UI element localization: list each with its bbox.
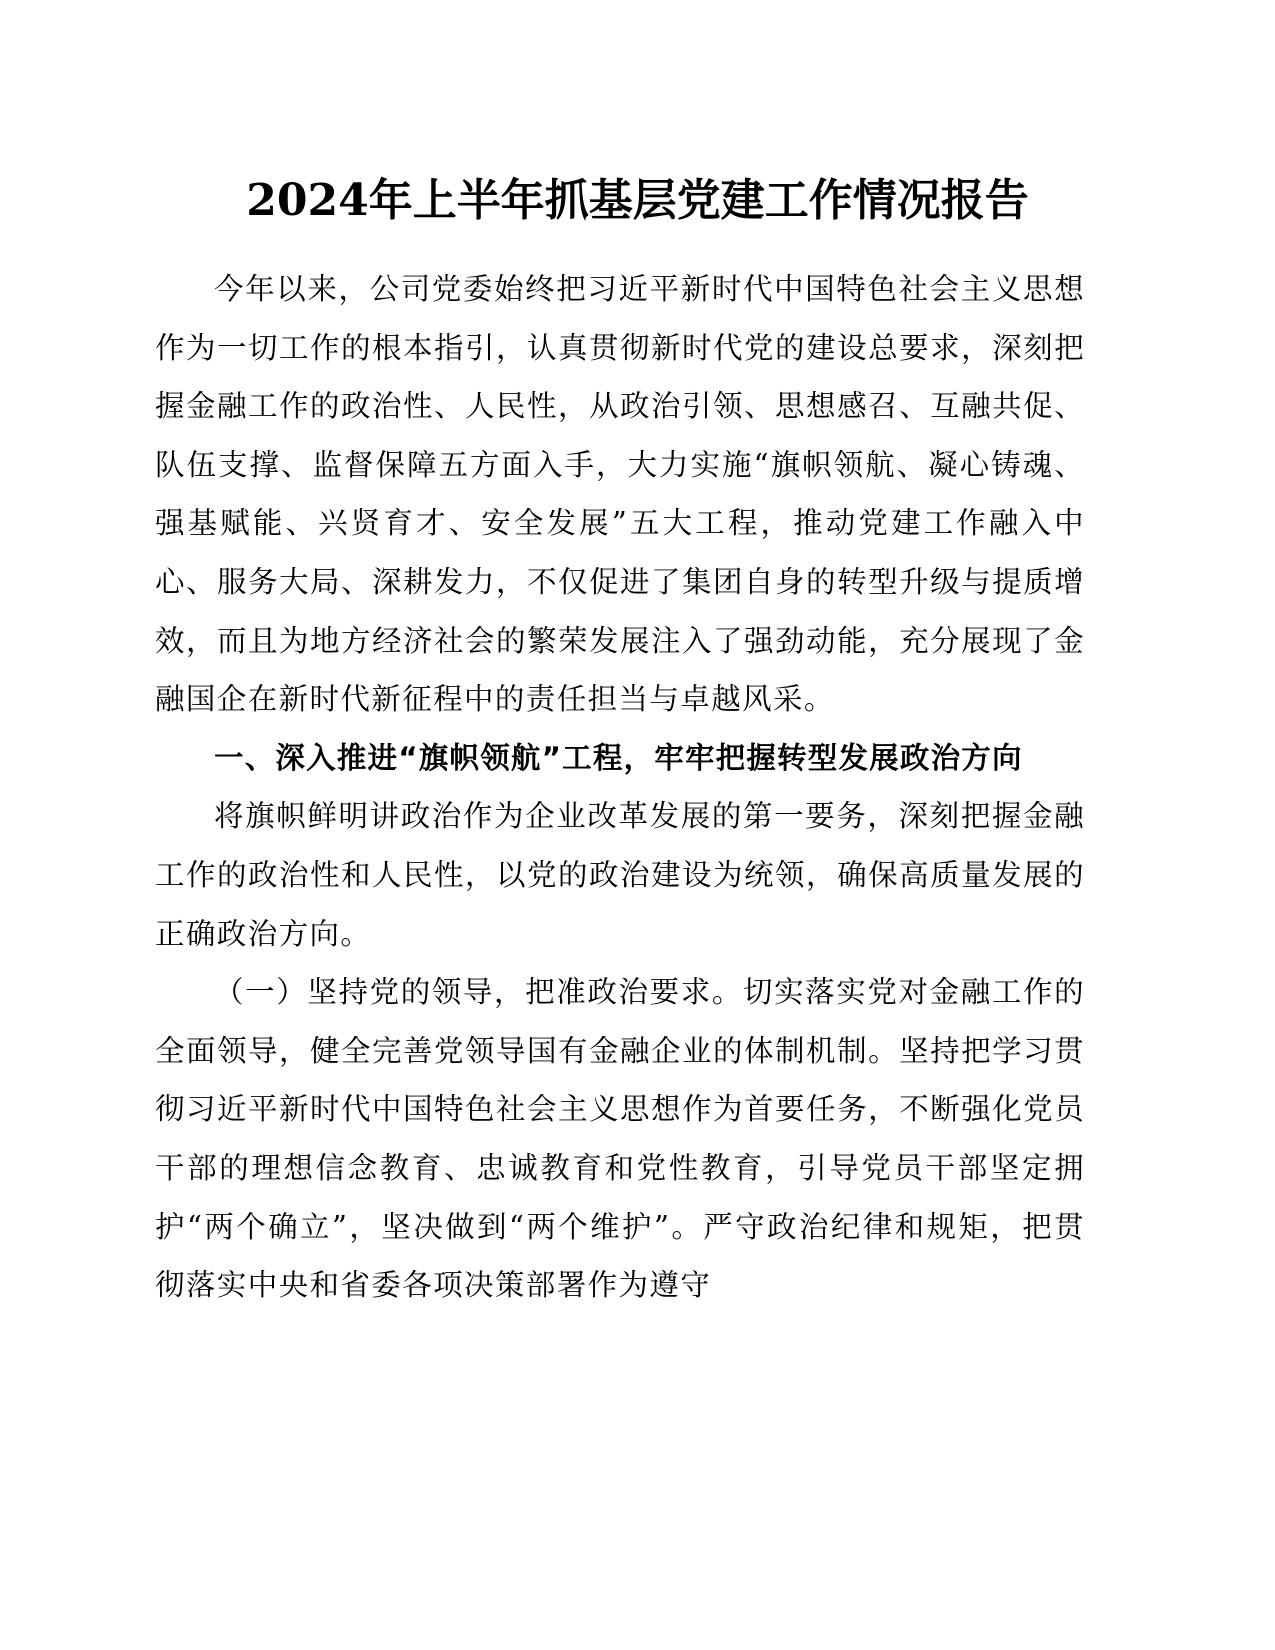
subsection-1-paragraph: （一）坚持党的领导，把准政治要求。切实落实党对金融工作的全面领导，健全完善党领导国有金融企业的体制机制。坚持把学习贯彻习近平新时代中国特色社会主义思想作为首要任务，不断强化党员干部的理想信念教育、忠诚教育和党性教育，引导党员干部坚定拥护“两个确立”，坚决做到“两个维护”。严守政治纪律和规矩，把贯彻落实中央和省委各项决策部署作为遵守: [155, 975, 1085, 1303]
document-body: [155, 260, 1085, 1315]
intro-paragraph: 今年以来，公司党委始终把习近平新时代中国特色社会主义思想作为一切工作的根本指引，认真贯彻新时代党的建设总要求，深刻把握金融工作的政治性、人民性，从政治引领、思想感召、互融共促、队伍支撑、监督保障五方面入手，大力实施“旗帜领航、凝心铸魂、强基赋能、兴贤育才、安全发展”五大工程，推动党建工作融入中心、服务大局、深耕发力，不仅促进了集团自身的转型升级与提质增效，而且为地方经济社会的繁荣发展注入了强劲动能，充分展现了金融国企在新时代新征程中的责任担当与卓越风采。: [155, 272, 1085, 717]
section-heading-1: 一、深入推进“旗帜领航”工程，牢牢把握转型发展政治方向: [214, 740, 1023, 775]
document-title: 2024年上半年抓基层党建工作情况报告: [246, 175, 1029, 226]
section-1-paragraph: 将旗帜鲜明讲政治作为企业改革发展的第一要务，深刻把握金融工作的政治性和人民性，以党的政治建设为统领，确保高质量发展的正确政治方向。: [155, 799, 1085, 951]
